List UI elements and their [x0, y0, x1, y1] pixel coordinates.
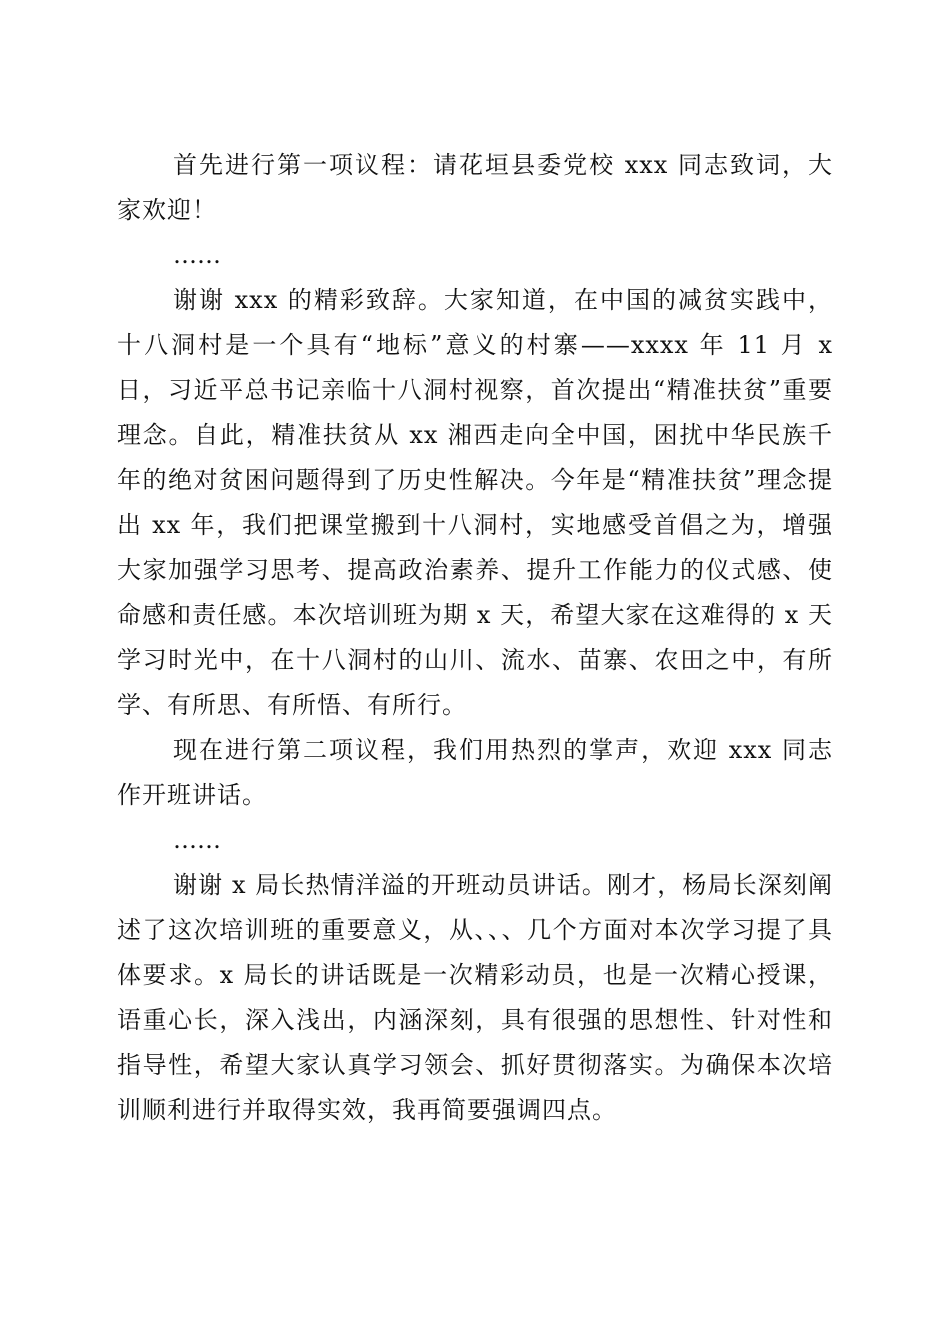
document-page	[117, 143, 833, 1133]
paragraph-thanks-speech: 谢谢 xxx 的精彩致辞。大家知道，在中国的减贫实践中，十八洞村是一个具有“地标”意义的村寨——xxxx 年 11 月 x 日，习近平总书记亲临十八洞村视察，首次提出“精准扶贫”重要理念。自此，精准扶贫从 xx 湘西走向全中国，困扰中华民族千年的绝对贫困问题得到了历史性解决。今年是“精准扶贫”理念提出 xx 年，我们把课堂搬到十八洞村，实地感受首倡之为，增强大家加强学习思考、提高政治素养、提升工作能力的仪式感、使命感和责任感。本次培训班为期 x 天，希望大家在这难得的 x 天学习时光中，在十八洞村的山川、流水、苗寨、农田之中，有所学、有所思、有所悟、有所行。	[117, 286, 833, 719]
ellipsis-one: ……	[173, 241, 221, 269]
ellipsis-two: ……	[173, 826, 221, 854]
paragraph-closing-remarks: 谢谢 x 局长热情洋溢的开班动员讲话。刚才，杨局长深刻阐述了这次培训班的重要意义，从、、、几个方面对本次学习提了具体要求。x 局长的讲话既是一次精彩动员，也是一次精心授课，语重心长，深入浅出，内涵深刻，具有很强的思想性、针对性和指导性，希望大家认真学习领会、抓好贯彻落实。为确保本次培训顺利进行并取得实效，我再简要强调四点。	[117, 871, 833, 1124]
paragraph-agenda-two: 现在进行第二项议程，我们用热烈的掌声，欢迎 xxx 同志作开班讲话。	[117, 736, 833, 809]
paragraph-agenda-one: 首先进行第一项议程：请花垣县委党校 xxx 同志致词，大家欢迎！	[117, 151, 833, 224]
